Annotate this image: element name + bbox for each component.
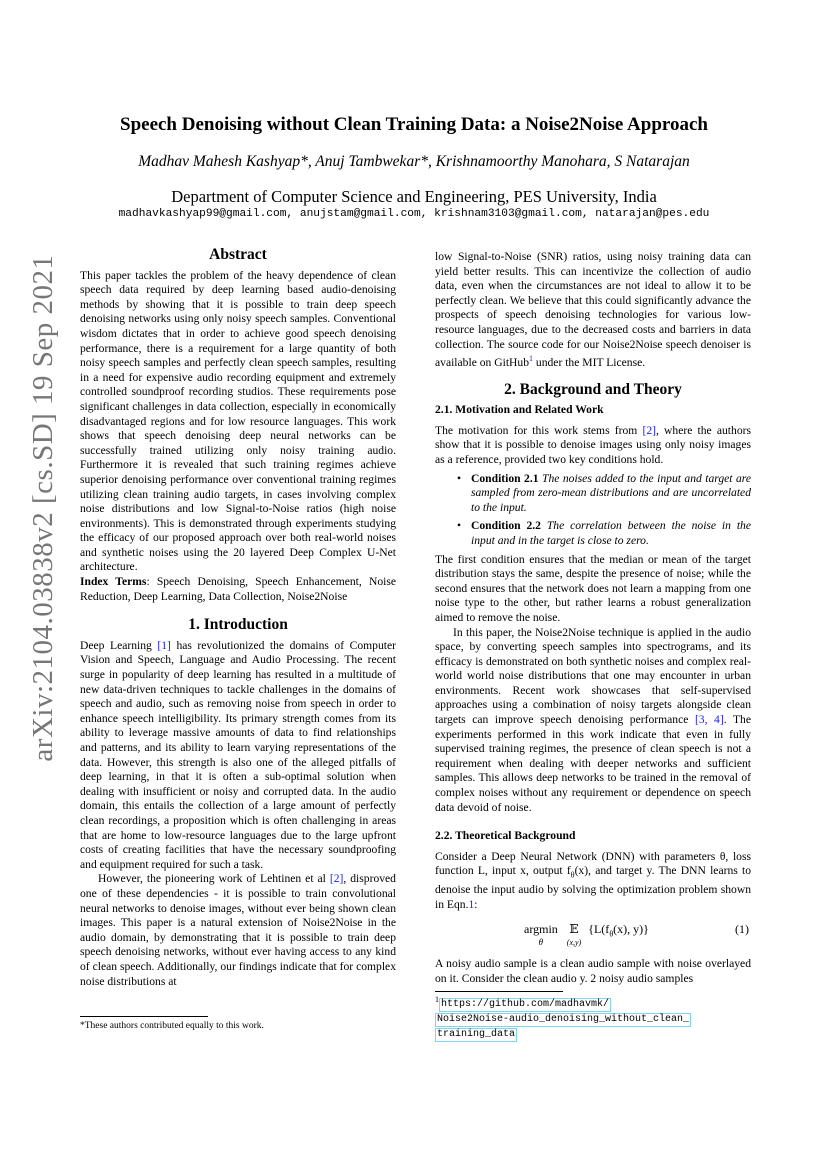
intro-paragraph-1: Deep Learning [1] has revolutionized the domains of Computer Vision and Speech, Language and Audio Processing. The recent surge in popularity of deep learning has resulted in a multitude of new data-driven techniques to tackle challenges in the domains of speech and audio, such as removing noise from speech in order to enhance speech intelligibility. Its primary strength comes from its ability to leverage massive amounts of data to find relationships and patterns, and its ability to learn varying representations of the data. However, this strength is also one of the alleged pitfalls of deep learning, in that it is often a sub-optimal solution when dealing with insufficient or noisy and corrupted data. In the audio domain, this entails the collection of a large amount of perfectly clean recordings, a proposition which is often challenging in areas that are home to low-resource languages due to the large upfront costs of creating facilities that have the necessary soundproofing and equipment required for such a task.: [80, 638, 396, 871]
equation-number: (1): [735, 922, 749, 936]
eq-theta: θ: [538, 937, 544, 947]
motivation-paragraph: The motivation for this work stems from [2], where the authors show that it is possible to denoise images using only noisy images as a reference, provided two key conditions hold.: [435, 423, 751, 466]
author-emails[interactable]: madhavkashyap99@gmail.com, anujstam@gmail.com, krishnam3103@gmail.com, natarajan@pes.edu: [118, 208, 710, 220]
citation-link[interactable]: [1]: [157, 638, 171, 652]
left-column: [80, 248, 396, 989]
footnote-link[interactable]: 1: [529, 354, 534, 364]
citation-link[interactable]: [2]: [329, 872, 344, 886]
index-terms-text: : Speech Denoising, Speech Enhancement, Noise Reduction, Deep Learning, Data Collection, Noise2Noise: [80, 575, 396, 603]
right-column: [435, 250, 751, 913]
eq-expectation: 𝔼: [569, 922, 579, 936]
theory-paragraph: Consider a Deep Neural Network (DNN) with parameters θ, loss function L, input x, output $f_\theta(x)$, and target y. The DNN learns to denoise the input audio by solving the optimization problem shown in Eqn.1:: [435, 849, 751, 911]
intro-paragraph-3: low Signal-to-Noise (SNR) ratios, using noisy training data can yield better results. This can incentivize the collection of audio data, even when the circumstances are not ideal to allow it to be perfectly clean. We believe that this could significantly advance the prospects of speech denoising technologies for various low-resource languages, due to the decreased costs and barriers in data collection. The source code for our Noise2Noise speech denoiser is available on GitHub$^1$ under the MIT License.: [435, 250, 751, 370]
github-url-line-2[interactable]: Noise2Noise-audio_denoising_without_clean_: [437, 1014, 690, 1026]
footnote-number: 1: [435, 995, 439, 1004]
arxiv-identifier: arXiv:2104.03838v2 [cs.SD] 19 Sep 2021: [27, 254, 59, 762]
paper-title: Speech Denoising without Clean Training Data: a Noise2Noise Approach: [120, 114, 708, 135]
eq-xy: (x,y): [566, 938, 582, 947]
eq-argmin: argmin: [524, 922, 558, 936]
conditions-explanation: The first condition ensures that the median or mean of the target distribution stays the same, despite the presence of noise; while the second ensures that the network does not learn a mapping from one noise type to the other, but rather learns a robust generalization aimed to remove the noise.: [435, 552, 751, 624]
condition-2-2: • Condition 2.2 The correlation between the noise in the input and in the target is close to zero.: [457, 519, 751, 547]
footnote-rule: [80, 1016, 208, 1017]
footnote-github: [435, 994, 755, 1043]
bullet-icon: •: [457, 519, 462, 533]
motivation-subheading: 2.1. Motivation and Related Work: [435, 403, 604, 417]
abstract-body: This paper tackles the problem of the heavy dependence of clean speech data required by deep learning based audio-denoising methods by showing that it is possible to train deep speech denoising networks using only noisy speech samples. Conventional wisdom dictates that in order to achieve good speech denoising performance, there is a requirement for a large quantity of both noisy speech samples and perfectly clean speech samples, resulting in a need for expensive audio recording equipment and extremely controlled soundproof recording studios. These requirements pose significant challenges in data collection, especially in economically disadvantaged regions and for low resource languages. This work shows that speech denoising deep neural networks can be successfully trained utilizing only noisy training audio. Furthermore it is revealed that such training regimes achieve superior denoising performance over conventional training regimes utilizing clean training audio targets, in cases involving complex noise distributions and low Signal-to-Noise ratios (high noise environments). This is demonstrated through experiments studying the efficacy of our proposed approach over both real-world noises and synthetic noises using the 20 layered Deep Complex U-Net architecture.: [80, 268, 396, 574]
citation-link[interactable]: [3, 4]: [694, 713, 724, 727]
condition-2-1: • Condition 2.1 The noises added to the input and target are sampled from zero-mean distributions and are uncorrelated to the input.: [457, 471, 751, 514]
github-url-line-1[interactable]: https://github.com/madhavmk/: [441, 999, 610, 1011]
citation-link[interactable]: [2]: [642, 423, 656, 437]
equation-1: argmin $^\theta$ 𝔼 $^{(x,y)}$ {$L(f_\theta(x)$, y)}: [524, 922, 649, 947]
approach-paragraph: In this paper, the Noise2Noise technique is applied in the audio space, by converting speech samples into spectrograms, and its efficacy is demonstrated on both synthetic noises and complex real-world world noise distributions that one may encounter in urban environments. Recent work showcases that self-supervised approaches using a combination of noisy targets alongside clean targets can improve speech denoising performance [3, 4]. The experiments performed in this work indicate that even in fully supervised training regimes, the presence of clean speech is not a requirement when dealing with deeper networks and sufficient samples. This allows deep networks to be trained in the removal of complex noises without any requirement or dependence on speech data devoid of noise.: [435, 625, 751, 814]
index-terms: [80, 575, 396, 604]
equation-link[interactable]: 1: [468, 897, 475, 911]
affiliation: Department of Computer Science and Engineering, PES University, India: [171, 187, 657, 206]
abstract-heading: Abstract: [209, 246, 267, 263]
background-heading: 2. Background and Theory: [504, 380, 682, 398]
index-terms-label: Index Terms: [80, 575, 147, 589]
footnote-rule: [435, 991, 563, 992]
noisy-sample-paragraph: A noisy audio sample is a clean audio sample with noise overlayed on it. Consider the clean audio y. 2 noisy audio samples: [435, 957, 751, 985]
theory-subheading: 2.2. Theoretical Background: [435, 829, 576, 843]
bullet-icon: •: [457, 471, 462, 485]
right-column-bottom: [435, 957, 751, 986]
authors: Madhav Mahesh Kashyap*, Anuj Tambwekar*, Krishnamoorthy Manohara, S Natarajan: [138, 153, 690, 170]
intro-paragraph-2: However, the pioneering work of Lehtinen et al [2], disproved one of these dependencies - it is possible to train convolutional neural networks to denoise images, without ever being shown clean images. This paper is a natural extension of Noise2Noise in the audio domain, by demonstrating that it is possible to train deep speech denoising networks, without ever having access to any kind of clean speech. Additionally, our findings indicate that for complex noise distributions at: [80, 872, 396, 988]
intro-heading: 1. Introduction: [188, 616, 288, 634]
github-url-line-3[interactable]: training_data: [437, 1029, 516, 1041]
footnote-equal-contribution: *These authors contributed equally to this work.: [80, 1021, 264, 1031]
